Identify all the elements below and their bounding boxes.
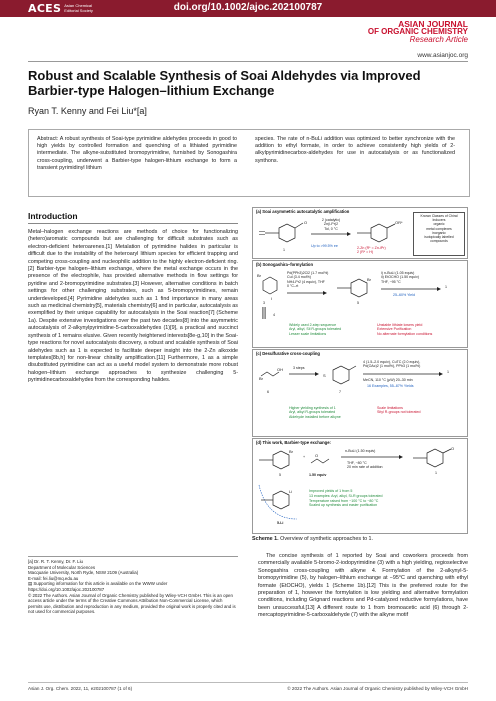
chiral-inducer-box bbox=[413, 212, 465, 256]
num-1-d: 1 bbox=[435, 471, 437, 475]
aldehyde-1-structure-d bbox=[407, 445, 463, 473]
num-5-d: 5 bbox=[279, 473, 281, 477]
panel-a-product: 2-Zn (R* = Zn-iPr) 2 (R* = H) bbox=[357, 246, 386, 255]
panel-d-pros: Improved yields of 1 from 5 13 examples: Aryl, alkyl, Si-R groups tolerated Temperature raised from −100 °C to −80 °C Scaled up synthesis and easier purification bbox=[309, 489, 383, 508]
svg-text:OR*: OR* bbox=[395, 220, 403, 225]
panel-b-title: (b) Sonogashira–formylation bbox=[256, 262, 314, 267]
alcohol-2-structure bbox=[353, 218, 403, 248]
svg-text:O: O bbox=[451, 446, 455, 451]
panel-b-pros: Widely used 2-step sequence Aryl, alkyl, Sil R-groups tolerated Lesser scale limitations bbox=[289, 323, 342, 336]
header-divider bbox=[28, 61, 468, 62]
svg-text:I: I bbox=[271, 296, 273, 301]
journal-website[interactable]: www.asianjoc.org bbox=[417, 52, 468, 59]
svg-text:Br: Br bbox=[289, 449, 293, 454]
panel-d-title: (d) This work, Barbier-type exchange: bbox=[256, 440, 331, 445]
article-title: Robust and Scalable Synthesis of Soai Aldehydes via Improved Barbier-type Halogen–lithium Exchange bbox=[28, 68, 421, 98]
publisher-logo-text: ACES bbox=[28, 2, 62, 15]
num-5-b: 5 bbox=[357, 301, 359, 305]
svg-text:Li: Li bbox=[289, 489, 293, 494]
journal-line2: OF ORGANIC CHEMISTRY bbox=[367, 27, 468, 36]
abstract-left: Abstract: A robust synthesis of Soai-type pyrimidine aldehydes proceeds in good to high yields by controlled formation and quenching of a lithiated pyrimidine intermediate. The alkyne-substituted bromopyrimidine, furnished by Sonogashira cross-coupling, underwent a Barbier-type halogen-lithium exchange to form a transient pyrimidinyl lithium bbox=[37, 136, 237, 171]
panel-c-conditions: MeCN, 110 °C (μW) 20–30 min bbox=[363, 378, 413, 382]
lithiated-intermediate-structure bbox=[257, 483, 303, 521]
svg-text:S: S bbox=[323, 373, 326, 378]
panel-a-yield: Up to >99.5% ee bbox=[311, 244, 338, 248]
mercaptopyrimidine-7-structure bbox=[323, 360, 359, 390]
num-7: 7 bbox=[339, 390, 341, 394]
panel-c-title: (c) Desulfurative cross-coupling bbox=[256, 351, 320, 356]
abstract-right: species. The rate of n-BuLi addition was optimized to better synchronize with the addition to ethyl formate, in order to achieve consistently high yields of 2-alkylpyrimidinecarbox-aldehydes for use in autocatalysis or as functionalized synthons. bbox=[255, 136, 455, 164]
journal-logo bbox=[368, 20, 468, 44]
right-column-text: The concise synthesis of 1 reported by Soai and coworkers proceeds from commercially available 5-bromo-2-iodopyrimidine (3) with a high yielding, regioselective Sonogashira cross-coupling with alkyne 4. Formylation of the 2-alkynyl-5-bromopyrimidine (5), by halogen–lithium exchange at −95°C and quenching with ethyl formate (EtOCHO), yields 1 (Scheme 1b).[12] This is the preferred route for the preparation of 1, however the formylation is low yielding and alternative formylation conditions, including Grignard reactions and Pd-catalyzed reductive formylations, have been unsuccessful.[13] A different route to 1 from bromoacetic acid (6) through 2-mercaptopyrimidine-5-carboxaldehyde (7) with the alkyne motif bbox=[258, 553, 468, 619]
footnotes: [a] Dr. R. T. Kenny, Dr. F. Liu Department of Molecular Sciences Macquarie University, North Ryde, NSW 2109 (Australia) E-mail: fei.liu@mq.edu.au ▤ Supporting information for this article is available on the WWW under https://doi.org/10.1002/ajoc.202100787 © 2022 The Authors. Asian Journal of Organic Chemistry published by Wiley-VCH GmbH. This is an open access article under the terms of the Creative Commons Attribution Non-Commercial License, which permits use, distribution and reproduction in any medium, provided the original work is properly cited and is not used for commercial purposes. bbox=[28, 559, 236, 615]
ethyl-formate-structure bbox=[309, 451, 331, 469]
num-1-b: 1 bbox=[445, 285, 447, 289]
footer-citation: Asian J. Org. Chem. 2022, 11, e202100787 (1 of 6) bbox=[28, 686, 133, 691]
num-4: 4 bbox=[273, 313, 275, 317]
journal-line1: ASIAN JOURNAL bbox=[398, 19, 468, 29]
num-1-c: 1 bbox=[447, 370, 449, 374]
doi-link[interactable]: doi.org/10.1002/ajoc.202100787 bbox=[173, 2, 323, 13]
panel-c-reagents: 4 (1.5–2.0 equiv), CuTC (2.0 equiv), Pd(OAc)2 (1 mol%), PPh3 (1 mol%) bbox=[363, 360, 421, 369]
bromopyrimidine-5-structure bbox=[333, 273, 377, 303]
scheme-caption bbox=[252, 536, 468, 542]
panel-b-reagents-2: i) n-BuLi (1.05 equiv) ii) EtOCHO (1.50 equiv) THF, −95 °C bbox=[381, 271, 419, 284]
svg-text:Br: Br bbox=[367, 277, 371, 282]
intro-divider bbox=[28, 223, 238, 224]
panel-c-step1: 3 steps bbox=[293, 366, 305, 370]
panel-b-cons: Unstable lithiate lowers yield Extensive Purification No alternate formylation conditions bbox=[377, 323, 433, 336]
chiral-inducer-list: Known Classes of Chiral Inducers organic metal complexes inorganic isotopically labelled compounds bbox=[420, 214, 458, 244]
intro-heading: Introduction bbox=[28, 211, 78, 221]
scheme-panel-c bbox=[252, 349, 468, 437]
abstract-box bbox=[28, 129, 470, 197]
footer-copyright: © 2022 The Authors. Asian Journal of Organic Chemistry published by Wiley-VCH GmbH bbox=[287, 686, 468, 691]
scheme-1 bbox=[252, 207, 468, 533]
panel-a-title: (a) Soai asymmetric autocatalytic amplification bbox=[256, 209, 350, 214]
panel-a-reagents: 2 (catalytic) Zn(i-Pr)2 Tol, 0 °C bbox=[321, 218, 341, 231]
panel-d-label: 5-Li bbox=[277, 521, 284, 525]
scheme-panel-b bbox=[252, 260, 468, 348]
arrow-c1 bbox=[289, 372, 319, 376]
panel-b-yield: 25–60% Yield bbox=[393, 293, 415, 297]
plus-sign: + bbox=[303, 455, 306, 459]
arrow-d bbox=[341, 455, 403, 459]
caption-label: Scheme 1. bbox=[252, 536, 279, 542]
panel-d-equiv: 1.50 equiv bbox=[309, 473, 327, 477]
svg-text:O: O bbox=[315, 453, 319, 458]
panel-d-reagents: n-BuLi (1.50 equiv) bbox=[345, 449, 376, 453]
intro-text: Metal–halogen exchange reactions are methods of choice for functionalizing (hetero)aromatic compounds but are challenging for difficult substrates such as electron-deficient heteroarenes.[1] Metalation of pyrimidine halides in particular is difficult due to the instability of the heteroaryl lithium species for efficient trapping and competing cross-coupling and nucleophilic addition to the highly electron-deficient ring.[2] Barbier-type halogen–lithium exchange, where the metal exchange occurs in the presence of the electrophile, has provided alternative methods in flow settings for pyridine and 2-bromopyrimidine substrates.[3] However, alternative conditions in batch settings for other challenging substrates, such as 5-bromopyrimidines, remain underdeveloped.[4] Pyrimidine aldehydes such as 1 find importance in many areas such as medicinal chemistry[5], materials chemistry[6] and in particular, autocatalysis as exemplified by their unique capability for autocatalysis in the Soai reaction[7] (Scheme 1a). Despite extensive investigations over the past two decades[8] into the asymmetric autocatalysis of 2-alkynylpyrimidine-5-carboxaldehydes (1)[9], a practical and succinct synthesis of 1 remains elusive. Given recently heightened interests[8e-g,10] in the Soai-type reactions for novel autocatalysis discovery, a robust and scalable synthesis of Soai aldehydes such as 1 is expected to facilitate deeper insight into the 2-Zn alkoxide templates[8b,h] for non-linear chirality amplification.[11] Furthermore, 1 as a simple disubstituted pyrimidine can act as a useful model system to demonstrate more robust halogen–lithium exchange approaches to synthesize challenging 5-pyrimidinecarboxaldehydes from the corresponding halides. bbox=[28, 229, 238, 384]
panel-c-pros: Higher yielding synthesis of 1 Aryl, alkyl R-groups tolerated Aldehyde installed before alkyne bbox=[289, 406, 341, 419]
journal-line3: Research Article bbox=[409, 35, 468, 44]
num-3: 3 bbox=[263, 301, 265, 305]
num-6: 6 bbox=[267, 390, 269, 394]
dihalopyrimidine-3-structure bbox=[257, 271, 283, 301]
panel-c-yield: 16 Examples, 55–87% Yields bbox=[367, 384, 414, 388]
svg-text:Br: Br bbox=[257, 273, 261, 278]
arrow-c2 bbox=[363, 372, 443, 376]
arrow-a bbox=[311, 232, 351, 236]
bromoacetic-acid-6-structure bbox=[259, 364, 285, 386]
article-authors: Ryan T. Kenny and Fei Liu*[a] bbox=[28, 106, 147, 116]
alkyne-4-structure bbox=[259, 305, 273, 323]
panel-d-conditions: THF, −80 °C 20 min rate of addition bbox=[347, 461, 383, 470]
svg-text:Br: Br bbox=[259, 376, 263, 381]
scheme-panel-d bbox=[252, 438, 468, 534]
scheme-panel-a bbox=[252, 207, 468, 259]
bromopyrimidine-5-structure-d bbox=[257, 447, 301, 473]
svg-text:O: O bbox=[304, 220, 308, 225]
arrow-b2 bbox=[381, 287, 441, 291]
footer-divider bbox=[28, 682, 468, 683]
caption-text: Overview of synthetic approaches to 1. bbox=[278, 536, 374, 542]
arrow-b1 bbox=[287, 291, 327, 295]
num-1-a: 1 bbox=[283, 248, 285, 252]
footnote-divider bbox=[28, 556, 238, 557]
publisher-subtitle: Asian Chemical Editorial Society bbox=[64, 3, 93, 13]
svg-text:OH: OH bbox=[277, 367, 283, 372]
panel-c-cons: Scale limitations Sityl R-groups not tolerated bbox=[377, 406, 421, 415]
panel-b-reagents: Pd(PPh3)2Cl2 (1.7 mol%) CuI (3.4 mol%) NH4-Pr2 (4 equiv), THF 0 °C–rt bbox=[287, 271, 329, 289]
